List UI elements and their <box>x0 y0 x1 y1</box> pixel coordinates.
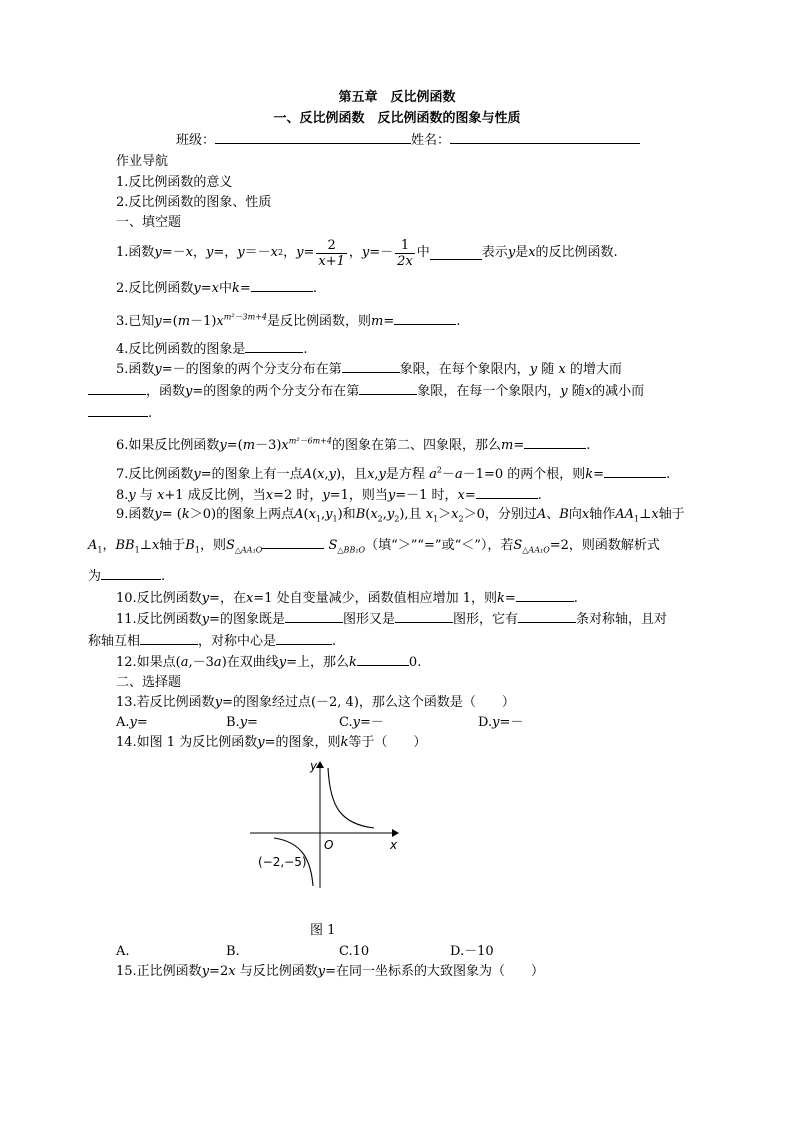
point-label: (−2,−5) <box>258 855 307 869</box>
question-6: 6.如果反比例函数$y=(m-3)x^{m^2-6m+4}$的图象在第二、四象限，那么m= . <box>116 436 591 453</box>
answer-blank[interactable] <box>395 610 453 623</box>
question-9: 9.函数y= (k＞0)的图象上两点$A(x_1,y_1)$和$B(x_2,y_2)$,且 $x_1>x_2>0$，分别过A、B向x轴作$AA_1\perp x$轴于 <box>116 507 685 524</box>
x-axis-label: x <box>390 838 398 852</box>
question-12: 12.如果点(a,－3a)在双曲线y=上，那么k 0. <box>116 655 422 670</box>
answer-blank[interactable] <box>516 589 574 602</box>
figure-1-graph <box>240 756 410 896</box>
question-11-line2: 称轴互相 ，对称中心是 . <box>88 634 337 649</box>
answer-blank[interactable] <box>262 536 324 549</box>
question-4: 4.反比例函数的图象是 . <box>116 342 308 357</box>
question-1: 1.函数 y =－ x ， y =， y ＝－ x 2 ， y = $\frac{2}{x+1}$ ， y =－ $\frac{1}{2x}$ 中 表示 y 是 x 的反比例函数. <box>116 237 618 269</box>
name-label: 姓名： <box>411 133 451 148</box>
choice-c[interactable]: C.10 <box>339 944 370 959</box>
question-3: 3.已知$y=(m-1)x^{m^2-3m+4}$是反比例函数，则m= . <box>116 312 461 329</box>
guide-item: 2.反比例函数的图象、性质 <box>116 195 272 210</box>
choice-b[interactable]: B. <box>226 944 240 959</box>
answer-blank[interactable] <box>342 360 400 373</box>
guide-heading: 作业导航 <box>116 154 169 169</box>
question-10: 10.反比例函数y=，在x=1 处自变量减少，函数值相应增加 1，则k= . <box>116 591 578 606</box>
question-11: 11.反比例函数y=的图象既是 图形又是 图形，它有 条对称轴，且对 <box>116 612 667 627</box>
answer-blank[interactable] <box>245 340 303 353</box>
answer-blank[interactable] <box>476 486 538 499</box>
answer-blank[interactable] <box>140 632 198 645</box>
answer-blank[interactable] <box>524 436 586 449</box>
answer-blank[interactable] <box>276 632 332 645</box>
origin-label: O <box>324 838 334 852</box>
hyperbola-branch-q1 <box>328 768 374 828</box>
choice-a[interactable]: A.y= <box>116 715 148 730</box>
answer-blank[interactable] <box>101 567 161 580</box>
question-8: 8.y 与 x+1 成反比例，当x=2 时，y=1，则当y=－1 时，x= . <box>116 488 542 503</box>
question-13: 13.若反比例函数y=的图象经过点(－2, 4)，那么这个函数是（ ） <box>116 695 515 710</box>
answer-blank[interactable] <box>88 404 148 417</box>
question-5-line2: ，函数y=的图象的两个分支分布在第 象限，在每一个象限内，y 随x的减小而 <box>88 382 644 401</box>
name-field[interactable] <box>450 131 640 144</box>
answer-blank[interactable] <box>88 382 146 395</box>
choice-d[interactable]: D.－10 <box>450 944 494 959</box>
guide-item: 1.反比例函数的意义 <box>116 175 233 190</box>
answer-blank[interactable] <box>251 279 313 292</box>
question-9-line3: 为 . <box>88 569 166 584</box>
question-5: 5.函数y=－的图象的两个分支分布在第 象限，在每个象限内，y 随 x 的增大而 <box>116 362 622 377</box>
answer-blank[interactable] <box>285 610 343 623</box>
y-axis-label: y <box>310 759 318 773</box>
choice-b[interactable]: B.y= <box>226 715 258 730</box>
fraction: $\frac{2}{x+1}$ <box>318 237 345 269</box>
choice-c[interactable]: C.y=－ <box>339 715 384 730</box>
question-2: 2.反比例函数y=x中k= . <box>116 281 317 296</box>
section-heading: 一、填空题 <box>116 215 182 230</box>
answer-blank[interactable] <box>518 610 576 623</box>
page-subtitle: 一、反比例函数 反比例函数的图象与性质 <box>273 111 521 126</box>
answer-blank[interactable] <box>394 312 456 325</box>
section-heading: 二、选择题 <box>116 675 182 690</box>
question-7: 7.反比例函数y=的图象上有一点A(x,y)，且x,y是方程 $a^2-a-1=0$ 的两个根，则k= . <box>116 465 671 482</box>
choice-d[interactable]: D.y=－ <box>478 715 524 730</box>
fraction: $\frac{1}{2x}$ <box>397 237 413 269</box>
class-field[interactable] <box>215 131 411 144</box>
question-14: 14.如图 1 为反比例函数y=的图象，则k等于（ ） <box>116 735 427 750</box>
question-5-line3: . <box>88 404 152 423</box>
question-15: 15.正比例函数y=2x 与反比例函数y=在同一坐标系的大致图象为（ ） <box>116 964 544 979</box>
answer-blank[interactable] <box>604 465 666 478</box>
figure-caption: 图 1 <box>310 923 336 938</box>
answer-blank[interactable] <box>430 247 482 260</box>
answer-blank[interactable] <box>359 382 417 395</box>
question-9-line2: $A_1$，$BB_1\perp x$轴于$B_1$，则$S_{\triangle AA_1O}$ $S_{\triangle BB_1O}$（填“＞”“=”或“＜”），若$S_{\triangle AA_1O}=2$，则函数解析式 <box>88 538 660 555</box>
class-label: 班级： <box>176 133 216 148</box>
choice-a[interactable]: A. <box>116 944 130 959</box>
page-title: 第五章 反比例函数 <box>338 90 456 105</box>
class-name-line <box>176 131 640 150</box>
answer-blank[interactable] <box>357 653 409 666</box>
